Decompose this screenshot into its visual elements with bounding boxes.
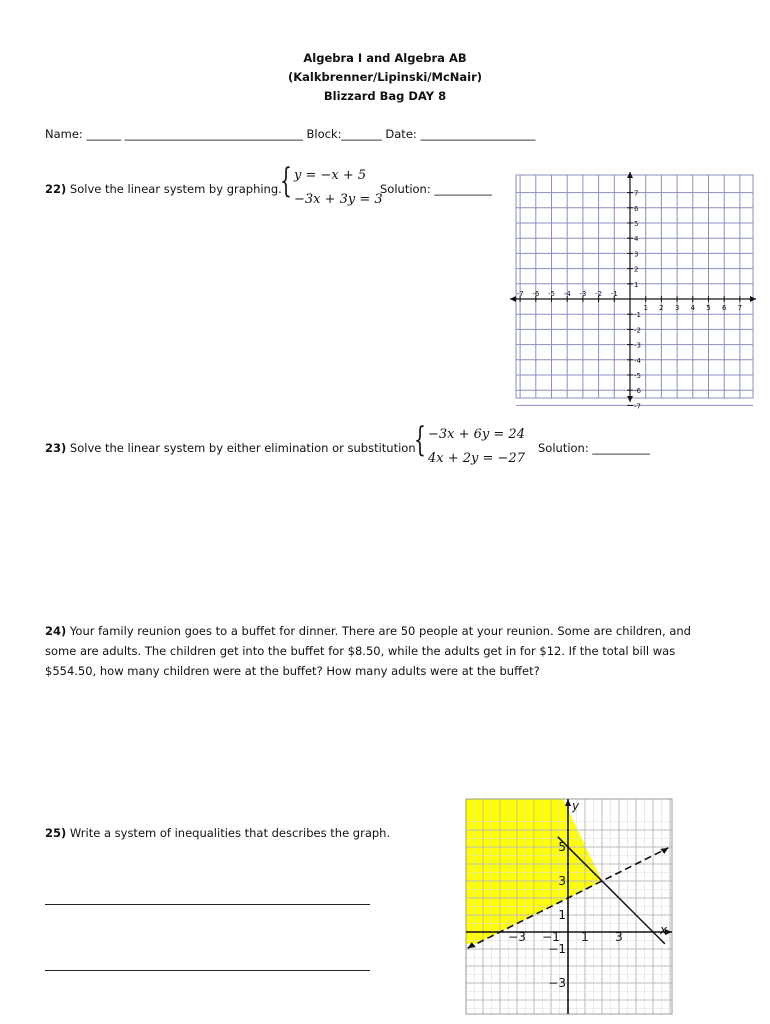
x-tick-label: 4	[690, 304, 696, 312]
answer-line-1[interactable]	[45, 904, 370, 905]
question-25-text: Write a system of inequalities that describes the graph.	[69, 826, 391, 840]
x-tick-label: -1	[610, 290, 618, 298]
question-25-number: 25)	[45, 826, 67, 840]
x-tick-label: −1	[542, 930, 560, 944]
question-23-system	[414, 420, 525, 471]
question-22	[45, 182, 282, 196]
question-22-text: Solve the linear system by graphing.	[69, 182, 282, 196]
y-tick-label: 1	[558, 908, 566, 922]
y-tick-label: -3	[634, 341, 641, 350]
y-tick-label: 6	[634, 204, 639, 213]
x-tick-label: -7	[516, 290, 524, 298]
q22-equation-2: −3x + 3y = 3	[294, 192, 383, 207]
y-tick-label: -5	[634, 372, 641, 380]
inequality-graph-25	[462, 796, 677, 1018]
y-tick-label: -1	[634, 311, 641, 320]
y-tick-label: 5	[634, 220, 639, 228]
name-block-date-line: Name: ______ _______________________________ Block:_______ Date: ____________________	[45, 127, 536, 141]
x-tick-label: 5	[706, 304, 711, 312]
y-tick-label: 1	[634, 280, 639, 289]
question-23-solution-blank: Solution: __________	[538, 441, 650, 455]
y-tick-label: -2	[634, 326, 641, 335]
question-24	[45, 621, 725, 681]
answer-line-2[interactable]	[45, 970, 370, 971]
assignment-title: Blizzard Bag DAY 8	[323, 89, 447, 103]
x-tick-label: -5	[548, 290, 555, 298]
y-axis-arrow	[565, 799, 571, 806]
y-tick-label: 3	[634, 250, 639, 259]
question-23	[45, 441, 416, 455]
y-axis-label: y	[572, 799, 580, 813]
y-tick-label: -7	[634, 402, 641, 411]
x-tick-label: 3	[615, 930, 623, 944]
question-24-text: Your family reunion goes to a buffet for dinner. There are 50 people at your reunion. Some are children, and some are adults. The children get into the buffet for $8.50, while the adults get in for $12. If the total bill was $554.50, how many children were at the buffet? How many adults were at the buffet?	[45, 624, 691, 678]
question-22-solution-blank: Solution: __________	[380, 182, 492, 196]
x-tick-label: 1	[643, 304, 648, 312]
x-tick-label: -4	[563, 290, 571, 298]
q23-equation-1: −3x + 6y = 24	[428, 427, 525, 442]
y-tick-label: 7	[634, 189, 639, 198]
x-tick-label: −3	[508, 930, 526, 944]
y-tick-label: 3	[558, 874, 566, 888]
question-22-number: 22)	[45, 182, 67, 196]
teacher-names: (Kalkbrenner/Lipinski/McNair)	[287, 70, 483, 84]
x-axis-label: x	[660, 923, 668, 937]
y-tick-label: −1	[548, 942, 566, 956]
x-tick-label: 1	[581, 930, 589, 944]
q22-equation-1: y = −x + 5	[294, 168, 367, 183]
question-23-text: Solve the linear system by either elimination or substitution	[69, 441, 416, 455]
y-tick-label: -6	[634, 387, 641, 396]
question-23-number: 23)	[45, 441, 67, 455]
question-25	[45, 826, 390, 840]
y-tick-label: 4	[634, 235, 639, 244]
x-tick-label: 7	[737, 304, 743, 312]
x-tick-label: 3	[674, 304, 680, 312]
system-brace: {	[280, 161, 292, 201]
x-tick-label: -6	[532, 290, 540, 298]
x-tick-label: -3	[579, 290, 587, 298]
page-header	[0, 49, 770, 106]
y-tick-label: 5	[558, 840, 566, 854]
q23-equation-2: 4x + 2y = −27	[428, 451, 525, 466]
x-axis-arrow	[510, 296, 516, 302]
x-tick-label: 6	[721, 304, 727, 312]
x-tick-label: 2	[659, 304, 664, 312]
question-22-system	[280, 161, 383, 212]
coordinate-grid-22	[508, 170, 760, 411]
y-axis-arrow	[627, 396, 633, 402]
question-24-number: 24)	[45, 624, 67, 638]
y-tick-label: -4	[634, 356, 641, 365]
y-tick-label: −3	[548, 976, 566, 990]
y-tick-label: 2	[634, 265, 639, 274]
x-tick-label: -2	[595, 290, 603, 298]
system-brace: {	[414, 420, 426, 460]
course-title: Algebra I and Algebra AB	[303, 51, 467, 65]
